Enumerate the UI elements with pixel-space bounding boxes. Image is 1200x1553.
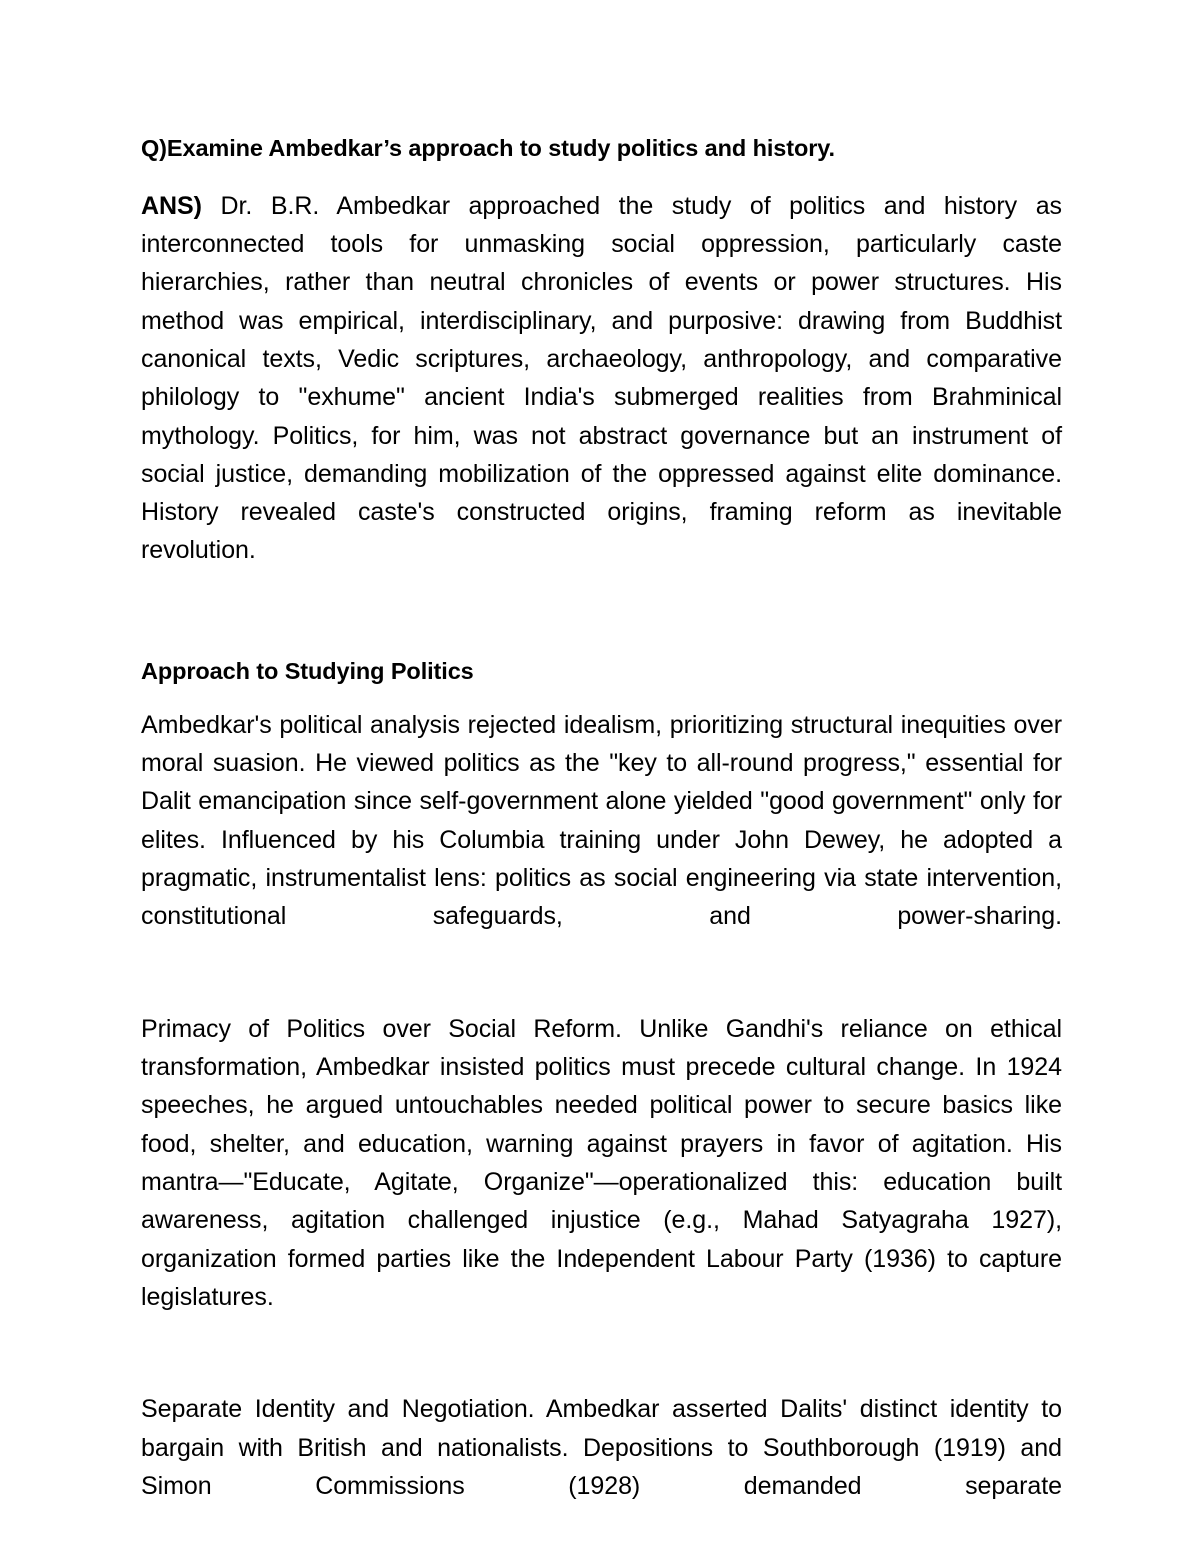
section-paragraph-political-analysis: Ambedkar's political analysis rejected idealism, prioritizing structural inequities over moral suasion. He viewed politics as the "key to all-round progress," essential for Dalit emancipation since self-government alone yielded "good government" only for elites. Influenced by his Columbia training under John Dewey, he adopted a pragmatic, instrumentalist lens: politics as social engineering via state intervention, constitutional safeguards, and power-sharing. (141, 710, 1062, 931)
question-heading: Q)Examine Ambedkar’s approach to study politics and history. (141, 135, 835, 161)
section-paragraph-separate-identity: Separate Identity and Negotiation. Ambedkar asserted Dalits' distinct identity to bargain with British and nationalists. Depositions to Southborough (1919) and Simon Commissions (1928) demanded separate (141, 1395, 1062, 1501)
section-paragraph-primacy-of-politics: Primacy of Politics over Social Reform. Unlike Gandhi's reliance on ethical transformation, Ambedkar insisted politics must precede cultural change. In 1924 speeches, he argued untouchables needed political power to secure basics like food, shelter, and education, warning against prayers in favor of agitation. His mantra—"Educate, Agitate, Organize"—operationalized this: education built awareness, agitation challenged injustice (e.g., Mahad Satyagraha 1927), organization formed parties like the Independent Labour Party (1936) to capture legislatures. (141, 1014, 1062, 1311)
answer-intro-text: Dr. B.R. Ambedkar approached the study of politics and history as interconnected tools for unmasking social oppression, particularly caste hierarchies, rather than neutral chronicles of events or power structures. His method was empirical, interdisciplinary, and purposive: drawing from Buddhist canonical texts, Vedic scriptures, archaeology, anthropology, and comparative philology to "exhume" ancient India's submerged realities from Brahminical mythology. Politics, for him, was not abstract governance but an instrument of social justice, demanding mobilization of the oppressed against elite dominance. History revealed caste's constructed origins, framing reform as inevitable revolution. (141, 191, 1062, 565)
document-body (141, 133, 1062, 1544)
answer-label: ANS) (141, 191, 202, 220)
section-heading-approach-to-studying-politics: Approach to Studying Politics (141, 657, 474, 684)
answer-paragraph (141, 187, 1062, 608)
